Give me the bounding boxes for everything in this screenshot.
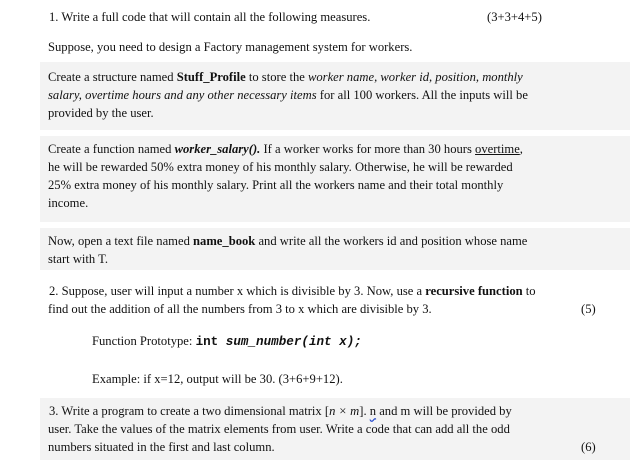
q1-p2-line4: income. — [48, 196, 89, 210]
q3-line1 — [49, 402, 512, 420]
q1-intro: Suppose, you need to design a Factory management system for workers. — [48, 40, 413, 54]
q2-marks: (5) — [581, 302, 596, 316]
q1-p1-line3: provided by the user. — [48, 106, 154, 120]
q3-text: ]. — [359, 404, 370, 418]
q1-p2-line3: 25% extra money of his monthly salary. Print all the workers name and their total monthly — [48, 178, 504, 192]
q2-line1 — [49, 282, 536, 300]
recursive-function: recursive function — [425, 284, 523, 298]
q3-text: 3. Write a program to create a two dimensional matrix [ — [49, 404, 330, 418]
q1-fields: worker name, worker id, position, monthly — [307, 70, 523, 84]
q1-marks: (3+3+4+5) — [487, 10, 542, 24]
n-variable: n — [369, 404, 377, 418]
q1-p1-line1 — [48, 68, 523, 86]
q1-p1-line2 — [48, 86, 528, 104]
q1-p1-text: for all 100 workers. All the inputs will be — [316, 88, 528, 102]
q1-heading: 1. Write a full code that will contain all the following measures. — [49, 10, 371, 24]
q2-text: 2. Suppose, user will input a number x which is divisible by 3. Now, use a — [49, 284, 426, 298]
q1-p3-line2: start with T. — [48, 252, 109, 266]
prototype-signature: sum_number(int x); — [218, 335, 362, 349]
q1-p2-text: If a worker works for more than 30 hours — [260, 142, 476, 156]
q3-line3: numbers situated in the first and last column. — [48, 440, 275, 454]
q1-fields: salary, overtime hours and any other necessary items — [48, 88, 317, 102]
prototype-type: int — [195, 335, 219, 349]
q3-line2: user. Take the values of the matrix elements from user. Write a code that can add all the odd — [48, 422, 510, 436]
q1-p3-text: Now, open a text file named — [48, 234, 194, 248]
q2-text: to — [522, 284, 536, 298]
q1-p3-text: and write all the workers id and position whose name — [255, 234, 528, 248]
q3-text: and m will be provided by — [376, 404, 512, 418]
overtime-word: overtime — [475, 142, 520, 156]
q2-example: Example: if x=12, output will be 30. (3+6+9+12). — [92, 372, 343, 386]
matrix-dims: n × m — [329, 404, 360, 418]
q1-p3-line1 — [48, 232, 527, 250]
q1-p2-line1 — [48, 140, 523, 158]
q2-prototype — [92, 332, 362, 351]
q1-p2-text: Create a function named — [48, 142, 175, 156]
func-name: worker_salary(). — [174, 142, 261, 156]
q1-p1-text: to store the — [245, 70, 308, 84]
q1-p2-comma: , — [519, 142, 523, 156]
q3-marks: (6) — [581, 440, 596, 454]
q1-p2-line2: he will be rewarded 50% extra money of his monthly salary. Otherwise, he will be rewarded — [48, 160, 513, 174]
file-name: name_book — [193, 234, 256, 248]
prototype-label: Function Prototype: — [92, 334, 196, 348]
q1-p1-text: Create a structure named — [48, 70, 177, 84]
q2-line2: find out the addition of all the numbers from 3 to x which are divisible by 3. — [48, 302, 432, 316]
struct-name: Stuff_Profile — [176, 70, 246, 84]
